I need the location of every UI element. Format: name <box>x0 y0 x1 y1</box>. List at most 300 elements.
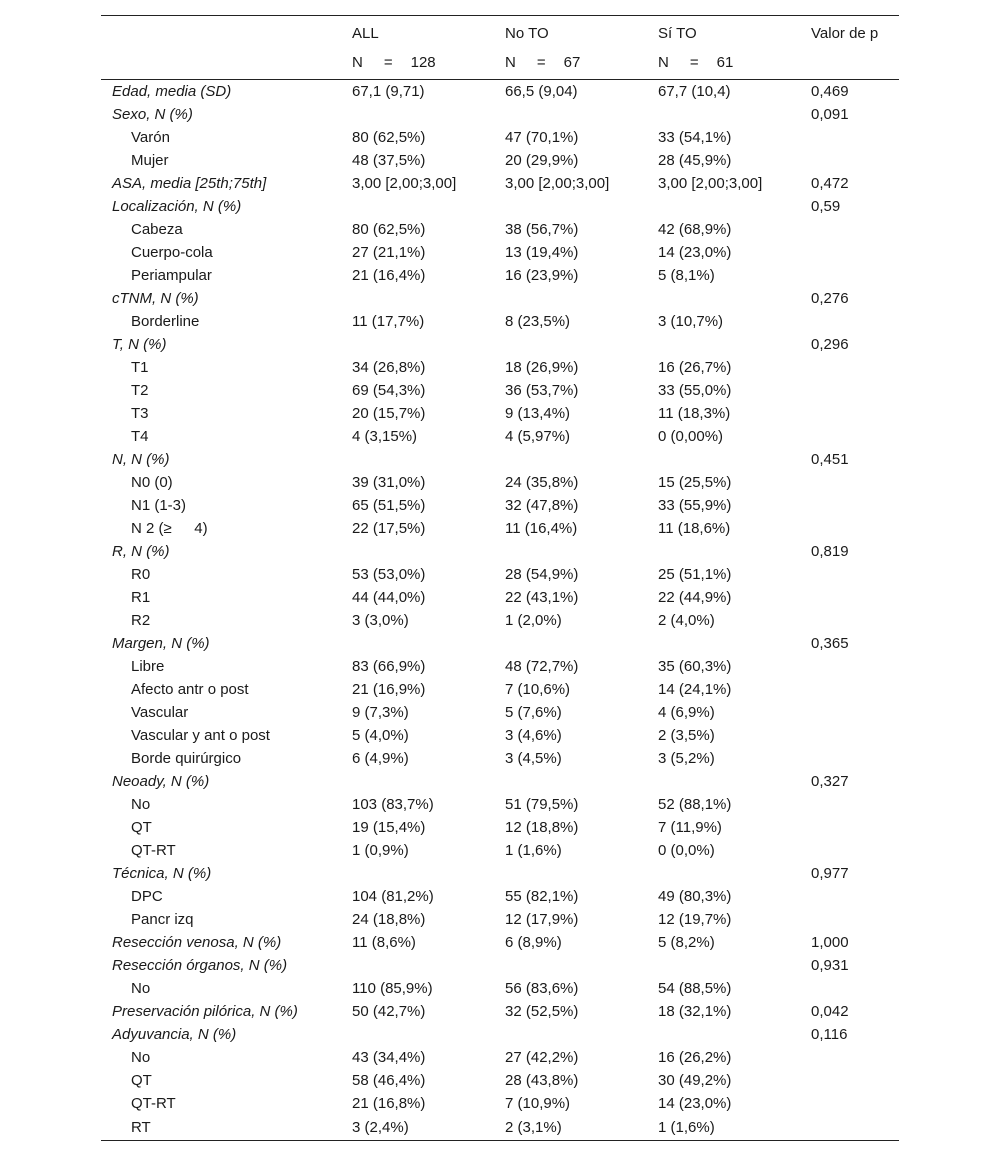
table-row-variable <box>101 1000 899 1023</box>
category-label: Borde quirúrgico <box>131 750 242 767</box>
cell-p-value: 0,819 <box>811 543 849 560</box>
cell-no-to: 12 (17,9%) <box>505 911 579 928</box>
cell-p-value <box>800 839 899 862</box>
cell-no-to: 11 (16,4%) <box>505 520 578 537</box>
table-row-category <box>101 609 899 632</box>
variable-label: T, N (%) <box>112 336 167 353</box>
cell-si-to: 35 (60,3%) <box>658 658 732 675</box>
n-count-all <box>341 48 494 80</box>
variable-label: Margen, N (%) <box>112 635 210 652</box>
cell-all: 20 (15,7%) <box>352 405 426 422</box>
n-value: 67 <box>563 54 581 71</box>
cell-p-value <box>800 402 899 425</box>
category-label: T3 <box>131 405 149 422</box>
category-label: N1 (1-3) <box>131 497 187 514</box>
cell-no-to: 28 (43,8%) <box>505 1072 579 1089</box>
cell-p-value: 0,977 <box>811 865 849 882</box>
table-row-category <box>101 1115 899 1141</box>
cell-si-to <box>647 195 800 218</box>
cell-p-value <box>800 126 899 149</box>
n-value: 128 <box>410 54 436 71</box>
cell-all: 6 (4,9%) <box>352 750 409 767</box>
cell-all: 24 (18,8%) <box>352 911 426 928</box>
category-label: DPC <box>131 888 163 905</box>
category-label: Mujer <box>131 152 169 169</box>
header-cell-p-value: Valor de p <box>800 16 899 49</box>
cell-all: 80 (62,5%) <box>352 129 426 146</box>
category-label: QT-RT <box>131 1095 176 1112</box>
table-row-variable <box>101 448 899 471</box>
cell-si-to: 33 (55,0%) <box>658 382 732 399</box>
table-row-variable <box>101 1023 899 1046</box>
cell-si-to: 4 (6,9%) <box>658 704 715 721</box>
cell-no-to: 56 (83,6%) <box>505 980 579 997</box>
cell-all: 19 (15,4%) <box>352 819 426 836</box>
cell-p-value: 0,276 <box>811 290 849 307</box>
cell-si-to <box>647 954 800 977</box>
cell-p-value <box>800 609 899 632</box>
cell-p-value <box>800 655 899 678</box>
cell-si-to: 33 (55,9%) <box>658 497 732 514</box>
cell-no-to: 55 (82,1%) <box>505 888 579 905</box>
cell-no-to: 36 (53,7%) <box>505 382 579 399</box>
cell-all: 21 (16,4%) <box>352 267 426 284</box>
cell-no-to: 3 (4,5%) <box>505 750 562 767</box>
cell-si-to <box>647 1023 800 1046</box>
cell-si-to: 2 (3,5%) <box>658 727 715 744</box>
cell-p-value <box>800 264 899 287</box>
table-header <box>101 16 899 80</box>
table-row-variable <box>101 333 899 356</box>
cell-si-to <box>647 103 800 126</box>
cell-p-value <box>800 1115 899 1141</box>
cell-si-to: 16 (26,2%) <box>658 1049 732 1066</box>
table-row-category <box>101 149 899 172</box>
cell-no-to: 9 (13,4%) <box>505 405 571 422</box>
cell-no-to <box>494 103 647 126</box>
table-row-variable <box>101 103 899 126</box>
table-row-variable <box>101 770 899 793</box>
n-prefix: N <box>505 54 516 71</box>
cell-si-to: 67,7 (10,4) <box>658 83 731 100</box>
cell-all: 11 (8,6%) <box>352 934 416 951</box>
variable-label: Resección órganos, N (%) <box>112 957 288 974</box>
n-equals: = <box>536 54 546 71</box>
cell-all: 65 (51,5%) <box>352 497 426 514</box>
cell-all: 104 (81,2%) <box>352 888 434 905</box>
cell-si-to <box>647 287 800 310</box>
table-container <box>101 15 899 1141</box>
table-row-category <box>101 586 899 609</box>
cell-all: 34 (26,8%) <box>352 359 426 376</box>
table-row-category <box>101 494 899 517</box>
table-row-category <box>101 264 899 287</box>
table-row-variable <box>101 80 899 104</box>
cell-no-to: 38 (56,7%) <box>505 221 579 238</box>
cell-si-to: 14 (23,0%) <box>658 1095 732 1112</box>
cell-p-value <box>800 149 899 172</box>
cell-p-value: 0,042 <box>811 1003 849 1020</box>
variable-label: Resección venosa, N (%) <box>112 934 282 951</box>
cell-p-value: 0,59 <box>811 198 841 215</box>
cell-no-to: 48 (72,7%) <box>505 658 579 675</box>
cell-si-to: 12 (19,7%) <box>658 911 732 928</box>
cell-p-value: 0,091 <box>811 106 849 123</box>
cell-no-to <box>494 287 647 310</box>
cell-all: 39 (31,0%) <box>352 474 426 491</box>
cell-p-value <box>800 356 899 379</box>
category-label: QT-RT <box>131 842 176 859</box>
cell-p-value <box>800 563 899 586</box>
cell-si-to <box>647 862 800 885</box>
category-label: Vascular y ant o post <box>131 727 270 744</box>
cell-si-to: 11 (18,6%) <box>658 520 731 537</box>
cell-no-to: 28 (54,9%) <box>505 566 579 583</box>
cell-all <box>341 1023 494 1046</box>
cell-si-to: 25 (51,1%) <box>658 566 732 583</box>
cell-si-to: 3 (10,7%) <box>658 313 724 330</box>
cell-p-value <box>800 586 899 609</box>
cell-si-to: 0 (0,00%) <box>658 428 724 445</box>
n-prefix: N <box>658 54 669 71</box>
cell-no-to: 32 (52,5%) <box>505 1003 579 1020</box>
cell-no-to: 66,5 (9,04) <box>505 83 578 100</box>
cell-p-value <box>800 701 899 724</box>
table-row-category <box>101 310 899 333</box>
cell-no-to: 5 (7,6%) <box>505 704 562 721</box>
header-cell-si-to: Sí TO <box>647 16 800 49</box>
cell-no-to: 6 (8,9%) <box>505 934 562 951</box>
cell-p-value <box>800 494 899 517</box>
category-label: T1 <box>131 359 149 376</box>
header-cell-label <box>101 16 341 49</box>
cell-no-to: 4 (5,97%) <box>505 428 571 445</box>
table-row-category <box>101 356 899 379</box>
table-row-category <box>101 678 899 701</box>
variable-label: Sexo, N (%) <box>112 106 193 123</box>
table-row-variable <box>101 954 899 977</box>
cell-si-to: 14 (24,1%) <box>658 681 732 698</box>
cell-all: 21 (16,9%) <box>352 681 426 698</box>
cell-p-value: 0,472 <box>811 175 849 192</box>
category-label: Cabeza <box>131 221 183 238</box>
table-row-category <box>101 701 899 724</box>
cell-si-to <box>647 333 800 356</box>
cell-no-to: 51 (79,5%) <box>505 796 579 813</box>
cell-all: 5 (4,0%) <box>352 727 409 744</box>
cell-all <box>341 632 494 655</box>
header-cell-all: ALL <box>341 16 494 49</box>
table-row-variable <box>101 632 899 655</box>
cell-all <box>341 195 494 218</box>
cell-si-to: 33 (54,1%) <box>658 129 732 146</box>
category-label: RT <box>101 1115 341 1141</box>
cell-si-to <box>647 448 800 471</box>
cell-no-to: 3 (4,6%) <box>505 727 562 744</box>
table-row-category <box>101 816 899 839</box>
table-row-category <box>101 471 899 494</box>
cell-all <box>341 540 494 563</box>
cell-p-value: 0,451 <box>811 451 849 468</box>
cell-no-to: 7 (10,6%) <box>505 681 571 698</box>
cell-all <box>341 333 494 356</box>
cell-all: 3 (2,4%) <box>341 1115 494 1141</box>
cell-si-to: 18 (32,1%) <box>658 1003 732 1020</box>
table-row-category <box>101 747 899 770</box>
cell-all: 53 (53,0%) <box>352 566 426 583</box>
cell-all <box>341 448 494 471</box>
table-row-category <box>101 1046 899 1069</box>
category-label: Cuerpo-cola <box>131 244 213 261</box>
category-label: Pancr izq <box>131 911 194 928</box>
cell-p-value: 0,116 <box>811 1026 848 1043</box>
variable-label: Neoady, N (%) <box>112 773 210 790</box>
category-label: N 2 (≥ 4) <box>131 520 208 537</box>
table-row-category <box>101 1092 899 1115</box>
cell-si-to: 0 (0,0%) <box>658 842 715 859</box>
table-row-variable <box>101 172 899 195</box>
cell-all: 69 (54,3%) <box>352 382 426 399</box>
cell-no-to: 16 (23,9%) <box>505 267 579 284</box>
table-row-category <box>101 425 899 448</box>
cell-all: 9 (7,3%) <box>352 704 409 721</box>
cell-si-to: 52 (88,1%) <box>658 796 732 813</box>
cell-no-to <box>494 770 647 793</box>
cell-si-to <box>647 540 800 563</box>
cell-si-to: 11 (18,3%) <box>658 405 731 422</box>
cell-all: 83 (66,9%) <box>352 658 426 675</box>
cell-si-to: 42 (68,9%) <box>658 221 732 238</box>
header-cell-no-to: No TO <box>494 16 647 49</box>
table-row-variable <box>101 931 899 954</box>
table-row-category <box>101 402 899 425</box>
cell-all: 110 (85,9%) <box>352 980 433 997</box>
table-row-category <box>101 977 899 1000</box>
category-label: Vascular <box>131 704 189 721</box>
variable-label: Edad, media (SD) <box>112 83 232 100</box>
variable-label: Preservación pilórica, N (%) <box>112 1003 298 1020</box>
header-row <box>101 16 899 49</box>
cell-no-to: 3,00 [2,00;3,00] <box>505 175 610 192</box>
cell-no-to: 47 (70,1%) <box>505 129 579 146</box>
variable-label: cTNM, N (%) <box>112 290 199 307</box>
cell-all <box>341 770 494 793</box>
cell-p-value <box>800 793 899 816</box>
n-prefix: N <box>352 54 363 71</box>
cell-p-value <box>800 425 899 448</box>
category-label: T4 <box>131 428 149 445</box>
cell-no-to <box>494 954 647 977</box>
cell-si-to: 1 (1,6%) <box>647 1115 800 1141</box>
category-label: Libre <box>131 658 165 675</box>
cell-no-to <box>494 540 647 563</box>
table-row-variable <box>101 287 899 310</box>
table-row-variable <box>101 540 899 563</box>
cell-si-to: 28 (45,9%) <box>658 152 732 169</box>
cell-all <box>341 103 494 126</box>
category-label: No <box>131 1049 151 1066</box>
cell-all: 50 (42,7%) <box>352 1003 426 1020</box>
variable-label: R, N (%) <box>112 543 170 560</box>
cell-p-value <box>800 471 899 494</box>
cell-p-value <box>800 1046 899 1069</box>
cell-p-value <box>800 218 899 241</box>
cell-no-to <box>494 195 647 218</box>
cell-no-to: 32 (47,8%) <box>505 497 579 514</box>
cell-no-to <box>494 1023 647 1046</box>
table-row-category <box>101 126 899 149</box>
category-label: No <box>131 980 151 997</box>
cell-all: 27 (21,1%) <box>352 244 426 261</box>
cell-si-to: 5 (8,1%) <box>658 267 715 284</box>
cell-no-to: 8 (23,5%) <box>505 313 571 330</box>
cell-all: 1 (0,9%) <box>352 842 409 859</box>
cell-all: 43 (34,4%) <box>352 1049 426 1066</box>
cell-p-value: 0,365 <box>811 635 849 652</box>
cell-si-to: 22 (44,9%) <box>658 589 732 606</box>
table-row-category <box>101 218 899 241</box>
cell-all: 21 (16,8%) <box>352 1095 426 1112</box>
cell-si-to: 16 (26,7%) <box>658 359 732 376</box>
variable-label: Técnica, N (%) <box>112 865 212 882</box>
variable-label: N, N (%) <box>112 451 170 468</box>
cell-no-to: 1 (2,0%) <box>505 612 562 629</box>
n-count-no-to <box>494 48 647 80</box>
cell-si-to: 3 (5,2%) <box>658 750 715 767</box>
cell-p-value: 0,469 <box>811 83 849 100</box>
data-table <box>101 15 899 1141</box>
cell-si-to: 2 (4,0%) <box>658 612 715 629</box>
cell-no-to: 1 (1,6%) <box>505 842 562 859</box>
n-equals: = <box>689 54 699 71</box>
table-row-category <box>101 655 899 678</box>
cell-p-value <box>800 908 899 931</box>
table-row-category <box>101 724 899 747</box>
cell-no-to: 27 (42,2%) <box>505 1049 579 1066</box>
cell-si-to: 5 (8,2%) <box>658 934 715 951</box>
category-label: QT <box>131 1072 152 1089</box>
table-row-category <box>101 1069 899 1092</box>
table-row-category <box>101 839 899 862</box>
category-label: Afecto antr o post <box>131 681 249 698</box>
cell-si-to: 7 (11,9%) <box>658 819 722 836</box>
cell-all <box>341 954 494 977</box>
cell-si-to: 49 (80,3%) <box>658 888 732 905</box>
cell-no-to <box>494 862 647 885</box>
cell-all: 4 (3,15%) <box>352 428 418 445</box>
category-label: Varón <box>131 129 170 146</box>
category-label: QT <box>131 819 152 836</box>
table-row-category <box>101 908 899 931</box>
variable-label: ASA, media [25th;75th] <box>112 175 267 192</box>
cell-p-value <box>800 379 899 402</box>
variable-label: Localización, N (%) <box>112 198 242 215</box>
cell-p-value <box>800 517 899 540</box>
category-label: N0 (0) <box>131 474 173 491</box>
cell-all: 48 (37,5%) <box>352 152 426 169</box>
cell-no-to: 24 (35,8%) <box>505 474 579 491</box>
cell-no-to: 18 (26,9%) <box>505 359 579 376</box>
cell-p-value <box>800 747 899 770</box>
cell-si-to: 3,00 [2,00;3,00] <box>658 175 763 192</box>
cell-no-to <box>494 448 647 471</box>
table-row-variable <box>101 862 899 885</box>
table-row-category <box>101 241 899 264</box>
cell-p-value <box>800 885 899 908</box>
category-label: R0 <box>131 566 151 583</box>
cell-p-value <box>800 310 899 333</box>
table-row-category <box>101 793 899 816</box>
cell-p-value <box>800 678 899 701</box>
cell-all: 44 (44,0%) <box>352 589 426 606</box>
cell-no-to: 2 (3,1%) <box>494 1115 647 1141</box>
cell-si-to: 54 (88,5%) <box>658 980 732 997</box>
table-row-category <box>101 885 899 908</box>
cell-all: 22 (17,5%) <box>352 520 426 537</box>
cell-no-to <box>494 632 647 655</box>
cell-all: 103 (83,7%) <box>352 796 434 813</box>
table-body <box>101 80 899 1141</box>
cell-p-value <box>800 1069 899 1092</box>
variable-label: Adyuvancia, N (%) <box>112 1026 237 1043</box>
category-label: T2 <box>131 382 149 399</box>
cell-all: 80 (62,5%) <box>352 221 426 238</box>
category-label: Borderline <box>131 313 200 330</box>
cell-all: 3 (3,0%) <box>352 612 409 629</box>
category-label: R1 <box>131 589 151 606</box>
cell-si-to: 14 (23,0%) <box>658 244 732 261</box>
category-label: No <box>131 796 151 813</box>
cell-si-to: 30 (49,2%) <box>658 1072 732 1089</box>
table-row-category <box>101 517 899 540</box>
cell-p-value: 0,327 <box>811 773 849 790</box>
cell-all <box>341 862 494 885</box>
category-label: Periampular <box>131 267 212 284</box>
cell-p-value: 1,000 <box>811 934 849 951</box>
cell-p-value <box>800 724 899 747</box>
cell-si-to <box>647 632 800 655</box>
cell-p-value: 0,296 <box>811 336 849 353</box>
cell-all: 58 (46,4%) <box>352 1072 426 1089</box>
cell-all: 67,1 (9,71) <box>352 83 425 100</box>
cell-all: 11 (17,7%) <box>352 313 425 330</box>
table-row-category <box>101 379 899 402</box>
cell-no-to: 12 (18,8%) <box>505 819 579 836</box>
category-label: R2 <box>131 612 151 629</box>
table-row-variable <box>101 195 899 218</box>
cell-no-to: 22 (43,1%) <box>505 589 579 606</box>
cell-p-value <box>800 241 899 264</box>
cell-no-to: 20 (29,9%) <box>505 152 579 169</box>
cell-no-to: 13 (19,4%) <box>505 244 579 261</box>
cell-p-value: 0,931 <box>811 957 849 974</box>
n-count-row <box>101 48 899 80</box>
cell-p-value <box>800 977 899 1000</box>
cell-all: 3,00 [2,00;3,00] <box>352 175 457 192</box>
cell-no-to: 7 (10,9%) <box>505 1095 571 1112</box>
cell-p-value <box>800 816 899 839</box>
n-count-si-to <box>647 48 800 80</box>
n-equals: = <box>383 54 393 71</box>
n-value: 61 <box>716 54 734 71</box>
cell-si-to <box>647 770 800 793</box>
n-count-label <box>101 48 341 80</box>
cell-p-value <box>800 1092 899 1115</box>
cell-all <box>341 287 494 310</box>
cell-no-to <box>494 333 647 356</box>
n-count-p <box>800 48 899 80</box>
table-row-category <box>101 563 899 586</box>
